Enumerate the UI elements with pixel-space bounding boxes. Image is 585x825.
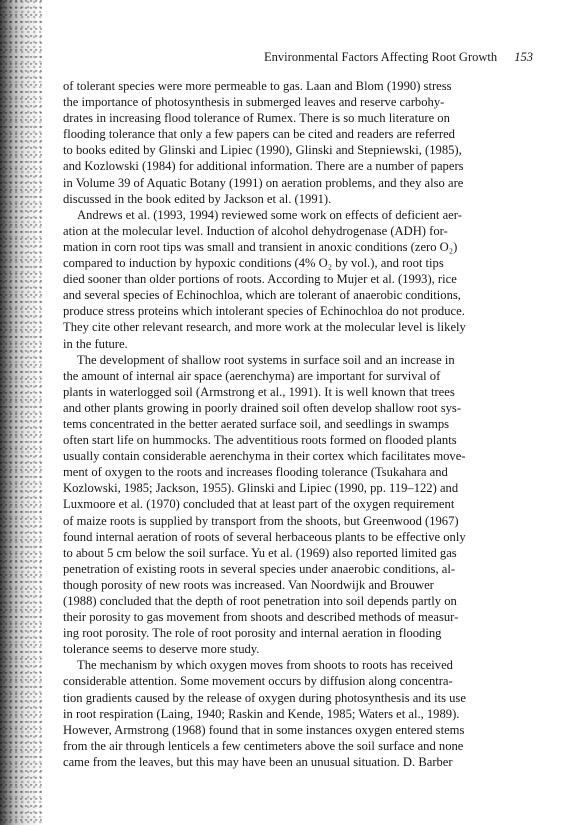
- text-line: ing root porosity. The role of root porosity and internal aeration in flooding: [63, 626, 442, 641]
- text-line: discussed in the book edited by Jackson et al. (1991).: [63, 191, 332, 206]
- text-line: They cite other relevant research, and more work at the molecular level is likely: [63, 320, 466, 335]
- text-line: mation in corn root tips was small and transient in anoxic conditions (zero O₂): [63, 239, 458, 254]
- text-line: the amount of internal air space (aerenchyma) are important for survival of: [63, 368, 441, 383]
- text-line: their porosity to gas movement from shoots and described methods of measur-: [63, 610, 459, 625]
- text-line: Kozlowski, 1985; Jackson, 1955). Glinski and Lipiec (1990, pp. 119–122) and: [63, 481, 459, 496]
- text-line: compared to induction by hypoxic conditions (4% O₂ by vol.), and root tips: [63, 256, 444, 271]
- text-line: flooding tolerance that only a few papers can be cited and readers are referred: [63, 127, 455, 142]
- book-spine-shadow: [0, 0, 42, 825]
- text-line: Luxmoore et al. (1970) concluded that at least part of the oxygen requirement: [63, 497, 455, 512]
- text-line: tolerance seems to deserve more study.: [63, 642, 260, 657]
- text-line: plants in waterlogged soil (Armstrong et al., 1991). It is well known that trees: [63, 384, 455, 399]
- text-line: and other plants growing in poorly drained soil often develop shallow root sys-: [63, 400, 462, 415]
- text-line: came from the leaves, but this may have been an unusual situation. D. Barber: [63, 754, 453, 769]
- text-line: in Volume 39 of Aquatic Botany (1991) on aeration problems, and they also are: [63, 175, 464, 190]
- text-line: tion gradients caused by the release of oxygen during photosynthesis and its use: [63, 690, 466, 705]
- text-line: (1988) concluded that the depth of root penetration into soil depends partly on: [63, 594, 457, 608]
- page-number: 153: [514, 50, 533, 64]
- text-line: in root respiration (Laing, 1940; Raskin and Kende, 1985; Waters et al., 1989).: [63, 706, 460, 721]
- text-line: produce stress proteins which intolerant species of Echinochloa do not produce.: [63, 304, 465, 319]
- text-line: to about 5 cm below the soil surface. Yu et al. (1969) also reported limited gas: [63, 545, 457, 560]
- body-text: [63, 78, 535, 770]
- running-head-title: Environmental Factors Affecting Root Growth: [264, 50, 498, 64]
- text-line: to books edited by Glinski and Lipiec (1990), Glinski and Stepniewski, (1985),: [63, 143, 462, 158]
- running-head: [264, 50, 533, 65]
- text-line: in the future.: [63, 336, 128, 351]
- text-line: the importance of photosynthesis in submerged leaves and reserve carbohy-: [63, 95, 445, 110]
- text-line: found internal aeration of roots of several herbaceous plants to be effective only: [63, 529, 466, 544]
- text-line: Andrews et al. (1993, 1994) reviewed some work on effects of deficient aer-: [77, 207, 462, 222]
- text-line: drates in increasing flood tolerance of Rumex. There is so much literature on: [63, 111, 450, 126]
- text-line: from the air through lenticels a few centimeters above the soil surface and none: [63, 738, 464, 753]
- text-line: penetration of existing roots in several species under anaerobic conditions, al-: [63, 561, 456, 576]
- text-line: The mechanism by which oxygen moves from shoots to roots has received: [77, 658, 453, 673]
- text-line: died sooner than older portions of roots. According to Mujer et al. (1993), rice: [63, 272, 457, 287]
- text-line: tems concentrated in the better aerated surface soil, and seedlings in swamps: [63, 416, 450, 431]
- text-line: The development of shallow root systems in surface soil and an increase in: [77, 352, 455, 367]
- text-line: though porosity of new roots was increased. Van Noordwijk and Brouwer: [63, 577, 434, 592]
- text-line: often start life on hummocks. The adventitious roots formed on flooded plants: [63, 433, 457, 448]
- text-line: of tolerant species were more permeable to gas. Laan and Blom (1990) stress: [63, 79, 452, 93]
- text-line: ment of oxygen to the roots and increases flooding tolerance (Tsukahara and: [63, 465, 448, 480]
- text-line: However, Armstrong (1968) found that in some instances oxygen entered stems: [63, 722, 465, 737]
- text-line: ation at the molecular level. Induction of alcohol dehydrogenase (ADH) for-: [63, 223, 448, 238]
- text-line: and Kozlowski (1984) for additional information. There are a number of papers: [63, 159, 464, 174]
- text-line: usually contain considerable aerenchyma in their cortex which facilitates move-: [63, 449, 466, 464]
- text-line: and several species of Echinochloa, which are tolerant of anaerobic conditions,: [63, 288, 461, 303]
- text-line: considerable attention. Some movement occurs by diffusion along concentra-: [63, 674, 453, 689]
- text-line: of maize roots is supplied by transport from the shoots, but Greenwood (1967): [63, 513, 459, 528]
